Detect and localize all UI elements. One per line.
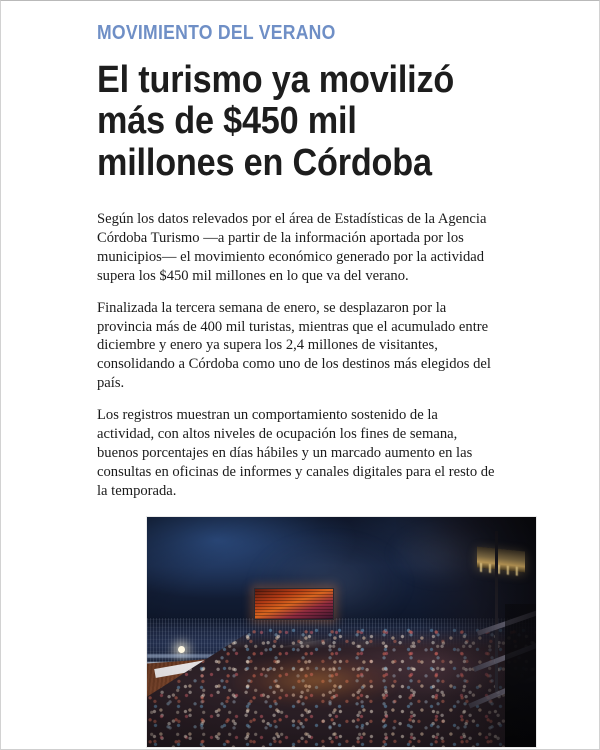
page-title: El turismo ya movilizó más de $450 mil millones en Córdoba xyxy=(97,59,455,184)
paragraph: Según los datos relevados por el área de Estadísticas de la Agencia Córdoba Turismo —a partir de la información aportada por los municipios— el movimiento económico generado por la actividad supera los $450 mil millones en lo que va del verano. xyxy=(97,210,487,284)
floodlight-icon xyxy=(178,646,185,653)
paragraph: Los registros muestran un comportamiento sostenido de la actividad, con altos niveles de ocupación los fines de semana, buenos porcentajes en días hábiles y un marcado aumento en las consultas en oficinas de informes y canales digitales para el resto de la temporada. xyxy=(97,407,495,500)
light-pole xyxy=(495,531,498,692)
article-container xyxy=(97,1,497,501)
crowd-warm-lighting xyxy=(233,655,396,706)
foreground-shadow xyxy=(505,604,536,747)
article-photo xyxy=(147,517,536,747)
article-body xyxy=(97,210,497,502)
article-kicker: MOVIMIENTO DEL VERANO xyxy=(97,22,336,44)
stadium-night-photo xyxy=(147,517,536,747)
right-grandstand xyxy=(396,517,536,747)
paragraph: Finalizada la tercera semana de enero, se desplazaron por la provincia más de 400 mil turistas, mientras que el acumulado entre diciembre y enero ya supera los 2,4 millones de visitantes, consolidando a Córdoba como uno de los destinos más elegidos del país. xyxy=(97,299,491,392)
led-screen xyxy=(254,588,334,620)
